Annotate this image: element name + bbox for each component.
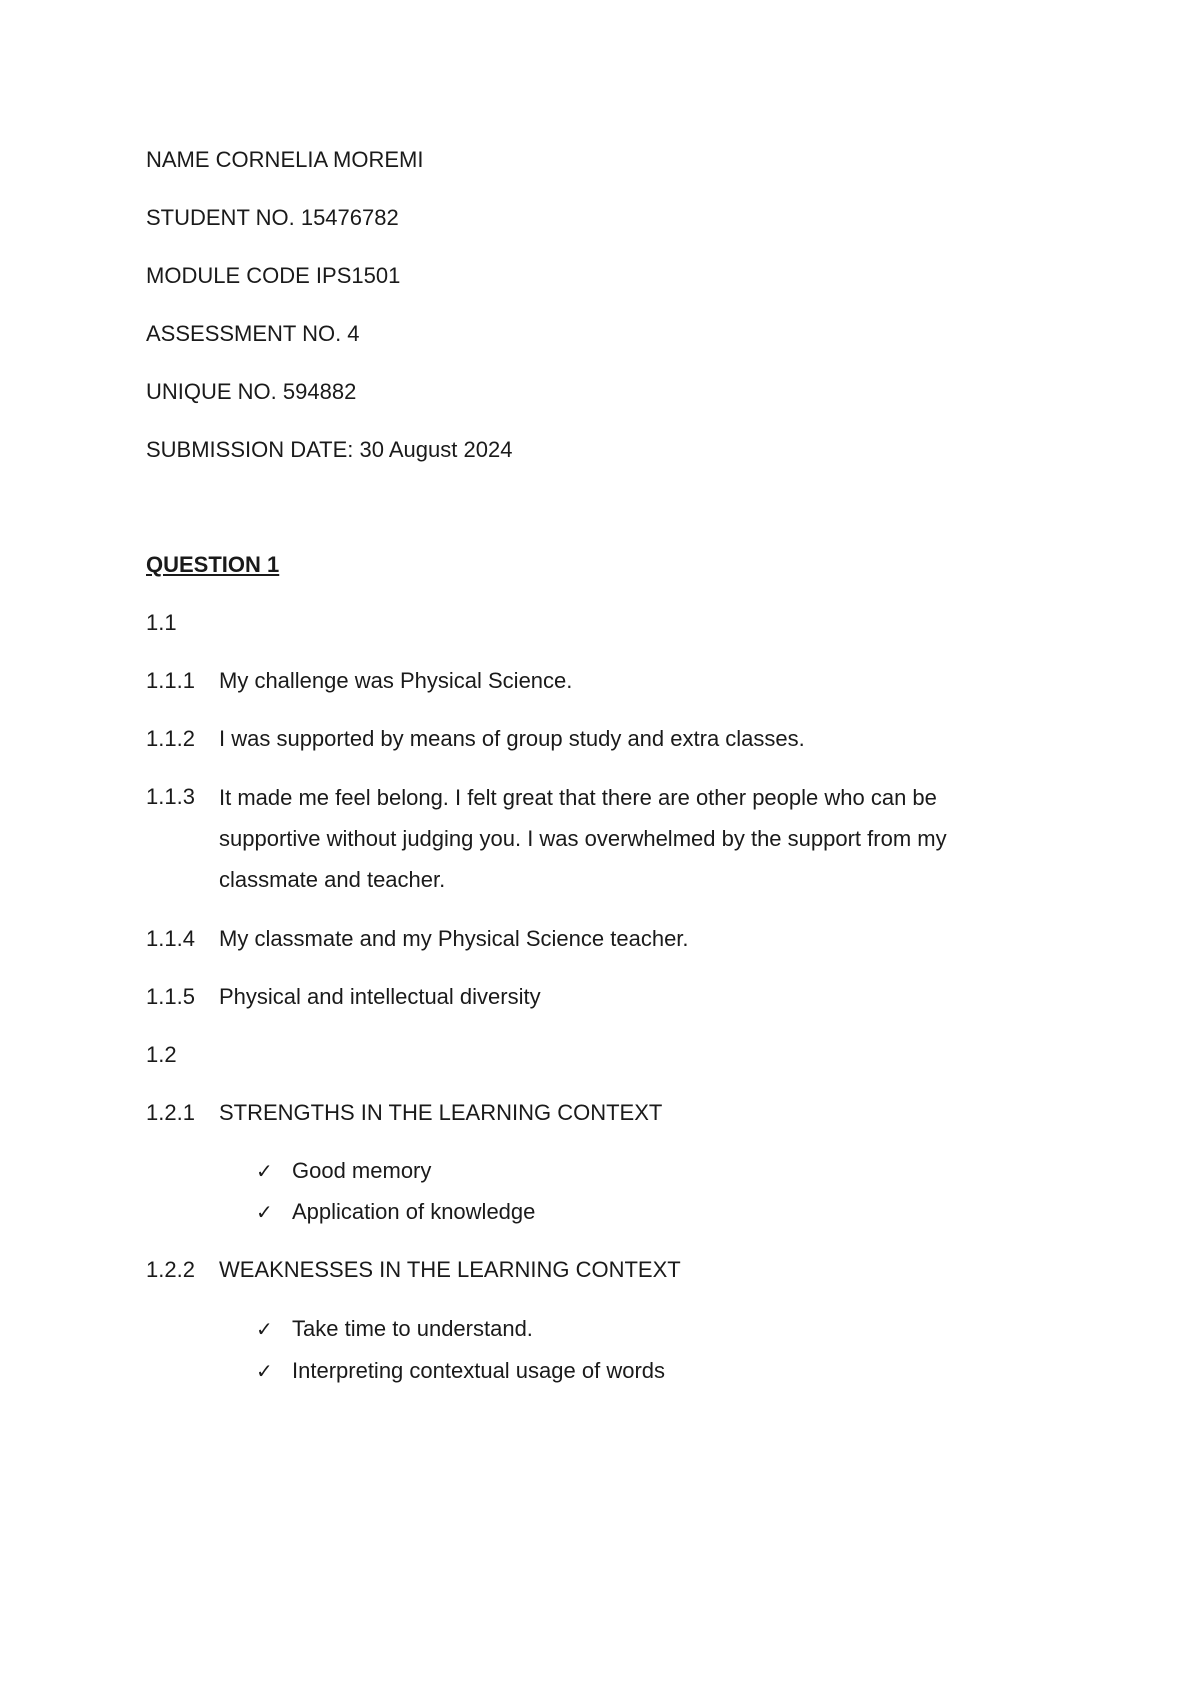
unique-number: UNIQUE NO. 594882 <box>146 379 357 404</box>
weaknesses-title: WEAKNESSES IN THE LEARNING CONTEXT <box>219 1257 681 1282</box>
module-code: MODULE CODE IPS1501 <box>146 263 401 288</box>
submission-date: SUBMISSION DATE: 30 August 2024 <box>146 437 513 462</box>
student-name: NAME CORNELIA MOREMI <box>146 147 424 172</box>
weakness-bullet: Take time to understand. <box>292 1316 533 1341</box>
item-number: 1.1.5 <box>146 984 195 1009</box>
paragraph-line: supportive without judging you. I was overwhelmed by the support from my <box>219 826 947 851</box>
checkmark-icon: ✓ <box>256 1359 273 1383</box>
item-text: My classmate and my Physical Science teacher. <box>219 926 689 951</box>
checkmark-icon: ✓ <box>256 1159 273 1183</box>
item-text: Physical and intellectual diversity <box>219 984 541 1009</box>
strength-bullet: Good memory <box>292 1158 432 1183</box>
checkmark-icon: ✓ <box>256 1200 273 1224</box>
item-number: 1.2.2 <box>146 1257 195 1282</box>
section-number-1-2: 1.2 <box>146 1042 177 1067</box>
checkmark-icon: ✓ <box>256 1317 273 1341</box>
item-number: 1.1.1 <box>146 668 195 693</box>
assessment-number: ASSESSMENT NO. 4 <box>146 321 360 346</box>
item-paragraph <box>219 777 1059 900</box>
question-heading: QUESTION 1 <box>146 552 280 577</box>
strengths-title: STRENGTHS IN THE LEARNING CONTEXT <box>219 1100 663 1125</box>
item-number: 1.1.4 <box>146 926 195 951</box>
strength-bullet: Application of knowledge <box>292 1199 536 1224</box>
item-number: 1.2.1 <box>146 1100 195 1125</box>
student-number: STUDENT NO. 15476782 <box>146 205 399 230</box>
item-number: 1.1.3 <box>146 784 195 809</box>
item-text: I was supported by means of group study and extra classes. <box>219 726 805 751</box>
weakness-bullet: Interpreting contextual usage of words <box>292 1358 666 1383</box>
paragraph-line: It made me feel belong. I felt great that there are other people who can be <box>219 785 937 810</box>
paragraph-line: classmate and teacher. <box>219 867 446 892</box>
item-text: My challenge was Physical Science. <box>219 668 573 693</box>
item-number: 1.1.2 <box>146 726 195 751</box>
section-number-1-1: 1.1 <box>146 610 177 635</box>
